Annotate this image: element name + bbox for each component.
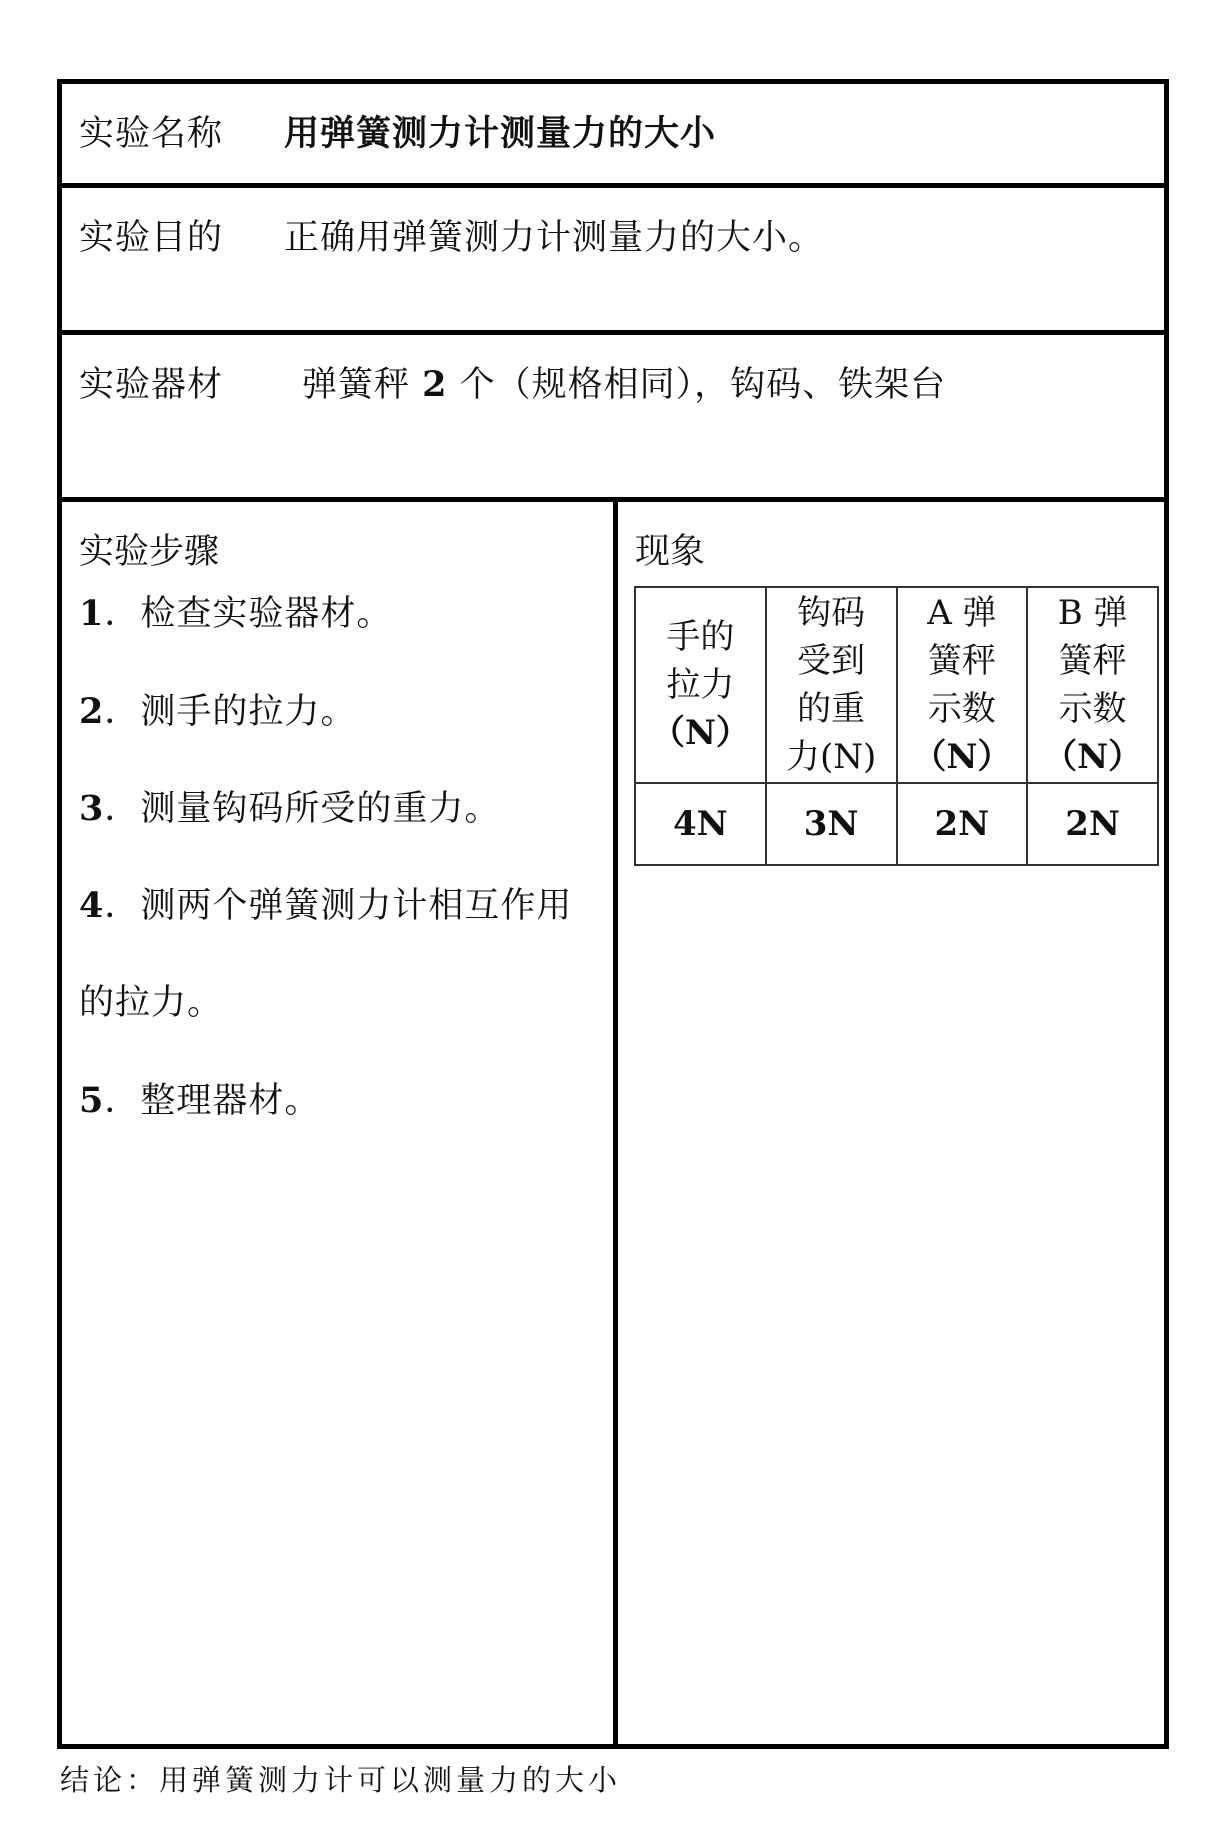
experiment-purpose-row [62, 188, 1164, 335]
step-item-continuation [79, 975, 223, 1025]
equipment-count: 2 [422, 364, 448, 405]
step-text: ．测手的拉力。 [104, 692, 357, 732]
experiment-name-value: 用弹簧测力计测量力的大小 [284, 114, 717, 154]
experiment-equipment-label: 实验器材 [79, 365, 224, 405]
observation-column [618, 502, 1164, 1744]
step-item [79, 586, 392, 636]
header-line: 钩码 [797, 593, 866, 633]
experiment-purpose-value: 正确用弹簧测力计测量力的大小。 [284, 218, 825, 258]
header-line: B 弹 [1057, 593, 1128, 633]
observation-value-row [635, 783, 1158, 865]
step-text: ．检查实验器材。 [104, 594, 393, 634]
conclusion-text: 结论：用弹簧测力计可以测量力的大小 [60, 1763, 622, 1797]
step-number: 3 [79, 788, 105, 829]
header-hook-weight [766, 587, 897, 783]
equipment-prefix: 弹簧秤 [302, 365, 423, 405]
experiment-purpose-label: 实验目的 [79, 218, 224, 258]
steps-column [62, 502, 618, 1744]
step-item [79, 1073, 320, 1123]
header-line: 受到 [797, 641, 866, 681]
step-number: 5 [79, 1080, 105, 1121]
header-line: 拉力 [666, 665, 735, 705]
step-text: ．测量钩码所受的重力。 [104, 789, 501, 829]
header-line: 示数 [1058, 689, 1127, 729]
steps-observation-row [62, 502, 1164, 1744]
header-scale-a [897, 587, 1028, 783]
header-line: 手的 [666, 617, 735, 657]
header-line: A 弹 [927, 593, 997, 633]
observation-title: 现象 [635, 532, 706, 572]
observation-header-row [635, 587, 1158, 783]
value-cell: 2N [897, 783, 1028, 865]
header-scale-b [1027, 587, 1158, 783]
observation-table [634, 586, 1159, 866]
step-text: 的拉力。 [79, 983, 224, 1023]
experiment-name-label: 实验名称 [79, 114, 224, 154]
header-line: 示数 [927, 689, 996, 729]
value-cell: 4N [635, 783, 766, 865]
step-number: 1 [79, 593, 105, 634]
header-line: 力(N) [785, 737, 877, 777]
step-text: ．整理器材。 [104, 1081, 321, 1121]
step-item [79, 878, 572, 928]
value-cell: 2N [1027, 783, 1158, 865]
step-number: 4 [79, 885, 105, 926]
header-line: （N） [1043, 737, 1143, 777]
experiment-name-row [62, 84, 1164, 188]
steps-title: 实验步骤 [79, 532, 220, 572]
step-text: ．测两个弹簧测力计相互作用 [104, 886, 573, 926]
experiment-form [57, 79, 1169, 1749]
header-line: （N） [650, 713, 750, 753]
header-hand-pull [635, 587, 766, 783]
step-item [79, 684, 356, 734]
step-item [79, 781, 500, 831]
experiment-equipment-row [62, 335, 1164, 502]
header-line: 簧秤 [1058, 641, 1127, 681]
header-line: 簧秤 [927, 641, 996, 681]
header-line: （N） [912, 737, 1012, 777]
experiment-equipment-value [302, 357, 946, 407]
header-line: 的重 [797, 689, 866, 729]
equipment-suffix: 个（规格相同），钩码、铁架台 [447, 365, 947, 405]
step-number: 2 [79, 691, 105, 732]
value-cell: 3N [766, 783, 897, 865]
